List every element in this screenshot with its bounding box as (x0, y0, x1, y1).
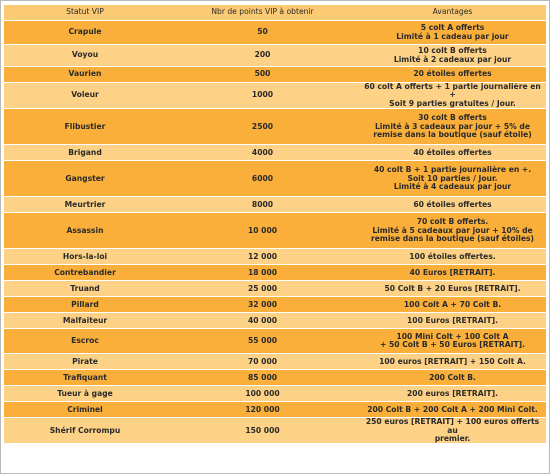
vip-status-cell: Pillard (4, 297, 166, 312)
table-row (4, 161, 546, 196)
table-row (4, 83, 546, 108)
vip-avantages-cell: 100 Mini Colt + 100 Colt A + 50 Colt B + 50 Euros [RETRAIT]. (359, 329, 546, 353)
table-row (4, 249, 546, 264)
table-row (4, 21, 546, 44)
vip-status-table (4, 4, 546, 444)
vip-avantages-cell: 60 étoiles offertes (359, 197, 546, 212)
vip-avantages-cell: 100 euros [RETRAIT] + 150 Colt A. (359, 354, 546, 369)
vip-avantages-cell: 100 Euros [RETRAIT]. (359, 313, 546, 328)
table-row (4, 145, 546, 160)
vip-points-cell: 6000 (166, 161, 359, 196)
vip-avantages-cell: 250 euros [RETRAIT] + 100 euros offerts au premier. (359, 418, 546, 443)
header-avantages: Avantages (359, 5, 546, 20)
table-row (4, 370, 546, 385)
vip-points-cell: 25 000 (166, 281, 359, 296)
vip-avantages-cell: 40 Euros [RETRAIT]. (359, 265, 546, 280)
vip-points-cell: 18 000 (166, 265, 359, 280)
vip-status-cell: Contrebandier (4, 265, 166, 280)
table-row (4, 265, 546, 280)
vip-avantages-cell: 40 colt B + 1 partie journalière en +. Soit 10 parties / Jour. Limité à 4 cadeaux par jour (359, 161, 546, 196)
vip-status-cell: Gangster (4, 161, 166, 196)
header-statut-vip: Statut VIP (4, 5, 166, 20)
vip-status-cell: Assassin (4, 213, 166, 248)
table-row (4, 329, 546, 353)
table-body (4, 21, 546, 443)
vip-avantages-cell: 50 Colt B + 20 Euros [RETRAIT]. (359, 281, 546, 296)
vip-avantages-cell: 70 colt B offerts. Limité à 5 cadeaux par jour + 10% de remise dans la boutique (sauf étoiles) (359, 213, 546, 248)
vip-avantages-cell: 200 Colt B + 200 Colt A + 200 Mini Colt. (359, 402, 546, 417)
vip-status-cell: Pirate (4, 354, 166, 369)
table-row (4, 418, 546, 443)
header-points-vip: Nbr de points VIP à obtenir (166, 5, 359, 20)
vip-status-cell: Vaurien (4, 67, 166, 82)
vip-status-cell: Crapule (4, 21, 166, 44)
table-row (4, 45, 546, 66)
vip-status-cell: Malfaiteur (4, 313, 166, 328)
vip-avantages-cell: 200 Colt B. (359, 370, 546, 385)
table-row (4, 67, 546, 82)
vip-points-cell: 40 000 (166, 313, 359, 328)
vip-avantages-cell: 5 colt A offerts Limité à 1 cadeau par jour (359, 21, 546, 44)
table-row (4, 281, 546, 296)
table-row (4, 109, 546, 144)
vip-points-cell: 100 000 (166, 386, 359, 401)
vip-status-cell: Shérif Corrompu (4, 418, 166, 443)
vip-points-cell: 4000 (166, 145, 359, 160)
vip-points-cell: 1000 (166, 83, 359, 108)
vip-status-cell: Escroc (4, 329, 166, 353)
vip-status-cell: Hors-la-loi (4, 249, 166, 264)
vip-points-cell: 85 000 (166, 370, 359, 385)
vip-status-cell: Truand (4, 281, 166, 296)
vip-points-cell: 2500 (166, 109, 359, 144)
vip-avantages-cell: 30 colt B offerts Limité à 3 cadeaux par jour + 5% de remise dans la boutique (sauf étoile) (359, 109, 546, 144)
vip-status-cell: Voyou (4, 45, 166, 66)
table-row (4, 313, 546, 328)
table-row (4, 213, 546, 248)
vip-points-cell: 500 (166, 67, 359, 82)
vip-avantages-cell: 40 étoiles offertes (359, 145, 546, 160)
vip-status-cell: Flibustier (4, 109, 166, 144)
table-row (4, 386, 546, 401)
vip-points-cell: 55 000 (166, 329, 359, 353)
vip-points-cell: 8000 (166, 197, 359, 212)
vip-status-cell: Trafiquant (4, 370, 166, 385)
vip-avantages-cell: 60 colt A offerts + 1 partie journalière en + Soit 9 parties gratuites / Jour. (359, 83, 546, 108)
table-row (4, 297, 546, 312)
vip-status-cell: Voleur (4, 83, 166, 108)
vip-points-cell: 200 (166, 45, 359, 66)
vip-points-cell: 50 (166, 21, 359, 44)
vip-avantages-cell: 100 étoiles offertes. (359, 249, 546, 264)
vip-points-cell: 10 000 (166, 213, 359, 248)
vip-avantages-cell: 100 Colt A + 70 Colt B. (359, 297, 546, 312)
table-header-row (4, 5, 546, 20)
table-row (4, 354, 546, 369)
vip-status-cell: Meurtrier (4, 197, 166, 212)
vip-points-cell: 70 000 (166, 354, 359, 369)
vip-points-cell: 150 000 (166, 418, 359, 443)
vip-status-cell: Brigand (4, 145, 166, 160)
vip-points-cell: 12 000 (166, 249, 359, 264)
table-row (4, 402, 546, 417)
vip-status-cell: Tueur à gage (4, 386, 166, 401)
vip-status-cell: Criminel (4, 402, 166, 417)
vip-points-cell: 120 000 (166, 402, 359, 417)
table-row (4, 197, 546, 212)
vip-avantages-cell: 200 euros [RETRAIT]. (359, 386, 546, 401)
vip-avantages-cell: 10 colt B offerts Limité à 2 cadeaux par jour (359, 45, 546, 66)
vip-points-cell: 32 000 (166, 297, 359, 312)
vip-avantages-cell: 20 étoiles offertes (359, 67, 546, 82)
